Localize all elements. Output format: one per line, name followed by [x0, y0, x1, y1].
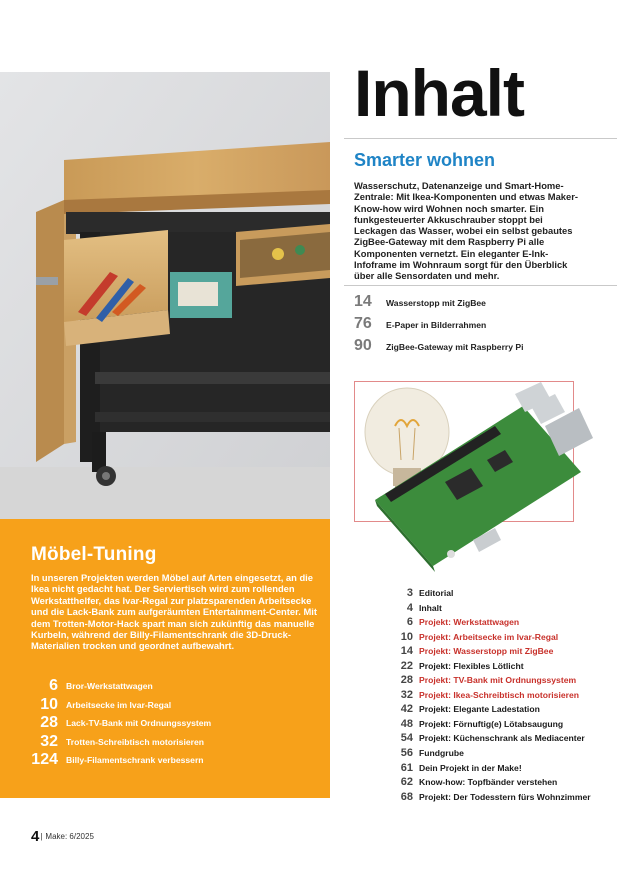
issue-label: Make: 6/2025 [45, 832, 94, 841]
footer-separator: | [40, 832, 43, 841]
toc-entry-label: Projekt: Flexibles Lötlicht [419, 660, 524, 671]
smart-home-item-page: 14 [354, 293, 372, 310]
toc-entry-page: 14 [400, 645, 413, 658]
toc-entry-page: 56 [400, 747, 413, 760]
toc-entry[interactable] [344, 731, 617, 746]
smart-home-item[interactable] [344, 337, 617, 359]
toc-entry[interactable] [344, 659, 617, 674]
smart-home-item-page: 90 [354, 337, 372, 354]
toc-entry-label: Projekt: Küchenschrank als Mediacenter [419, 733, 585, 744]
toc-entry-label: Projekt: Arbeitsecke im Ivar-Regal [419, 631, 559, 642]
furniture-item[interactable] [0, 751, 330, 770]
furniture-item-label: Trotten-Schreibtisch motorisieren [66, 736, 205, 747]
toc-entry[interactable] [344, 615, 617, 630]
toc-entry-label: Know-how: Topfbänder verstehen [419, 777, 558, 788]
divider [344, 138, 617, 139]
toc-entry-label: Fundgrube [419, 748, 464, 759]
furniture-item-label: Lack-TV-Bank mit Ordnungssystem [66, 718, 212, 728]
furniture-panel [0, 519, 330, 798]
toc-entry[interactable] [344, 586, 617, 601]
furniture-item-page: 124 [31, 751, 58, 768]
toc-entry-page: 68 [400, 790, 413, 803]
furniture-item-label: Arbeitsecke im Ivar-Regal [66, 699, 172, 710]
toc-entry-page: 61 [400, 761, 413, 774]
smart-home-list [344, 293, 617, 359]
furniture-item-page: 6 [49, 677, 58, 694]
smart-home-item[interactable] [344, 293, 617, 315]
toc-entry[interactable] [344, 630, 617, 645]
smart-home-intro: Wasserschutz, Datenanzeige und Smart-Home-Zentrale: Mit Ikea-Komponenten und etwas Maker-Know-how wird Wohnen noch smarter. Ein funkgesteuerter Akkuschrauber stoppt bei Leckagen das Wasser, wobei ein selbst gebautes ZigBee-Gateway mit dem Raspberry Pi alle Komponenten vernetzt. Ein eleganter E-Ink-Infoframe im Wohnraum sorgt für den Überblick über alle Sensordaten und mehr. [354, 180, 578, 282]
furniture-item-page: 28 [40, 714, 58, 731]
furniture-item[interactable] [0, 677, 330, 696]
toc-entry-label: Projekt: Förnuftig(e) Lötabsaugung [419, 718, 564, 729]
smart-home-item-page: 76 [354, 315, 372, 332]
toc-entry[interactable] [344, 702, 617, 717]
toc-entry[interactable] [344, 746, 617, 761]
workbench-illustration [0, 72, 330, 519]
furniture-item-label: Bror-Werkstattwagen [66, 681, 153, 691]
smart-home-item-label: ZigBee-Gateway mit Raspberry Pi [386, 342, 524, 352]
smart-home-item-label: Wasserstopp mit ZigBee [386, 298, 486, 308]
toc-entry[interactable] [344, 790, 617, 805]
page-footer [31, 828, 94, 845]
toc-entry-label: Projekt: Werkstattwagen [419, 617, 520, 628]
furniture-item-page: 10 [40, 695, 58, 713]
page-number: 4 [31, 828, 40, 845]
toc-entry-page: 54 [400, 732, 413, 745]
smart-home-item[interactable] [344, 315, 617, 337]
toc-entry-label: Dein Projekt in der Make! [419, 762, 522, 773]
toc-entry[interactable] [344, 717, 617, 732]
toc-entry-page: 48 [400, 717, 413, 730]
raspberry-pi-photo [354, 381, 574, 522]
toc-entry-label: Projekt: Wasserstopp mit ZigBee [419, 646, 554, 657]
toc-entry-page: 6 [406, 616, 413, 629]
toc-entry-page: 10 [400, 630, 413, 643]
toc-entry[interactable] [344, 644, 617, 659]
furniture-item-page: 32 [40, 732, 58, 750]
toc-entry-label: Projekt: TV-Bank mit Ordnungssystem [419, 675, 577, 686]
workbench-photo [0, 72, 330, 519]
toc-entry-page: 28 [400, 674, 413, 687]
toc-entry[interactable] [344, 775, 617, 790]
furniture-list [0, 677, 330, 770]
toc-entry-label: Inhalt [419, 602, 442, 613]
toc-entry-page: 4 [406, 601, 413, 614]
toc-entry-label: Projekt: Der Todesstern fürs Wohnzimmer [419, 791, 591, 802]
toc-entry-page: 62 [400, 776, 413, 789]
furniture-item[interactable] [0, 696, 330, 715]
toc-entry[interactable] [344, 688, 617, 703]
furniture-item[interactable] [0, 733, 330, 752]
smart-home-title: Smarter wohnen [354, 150, 496, 170]
furniture-intro: In unseren Projekten werden Möbel auf Arten eingesetzt, an die Ikea nicht gedacht hat. Der Serviertisch wird zum rollenden Werkstatthelfer, das Ivar-Regal zur platzsparenden Arbeitsecke und die Lack-Bank zum aufgeräumten Entertainment-Center. Mit dem Trotten-Motor-Hack spart man sich zukünftig das manuelle Kurbeln, während der Billy-Filamentschrank die 3D-Druck-Materialien trocken und geordnet aufbewahrt. [31, 572, 317, 652]
toc-entry[interactable] [344, 673, 617, 688]
toc-entry-label: Projekt: Elegante Ladestation [419, 704, 540, 715]
raspberry-pi-illustration [355, 382, 595, 572]
toc-entry[interactable] [344, 761, 617, 776]
toc-entry-label: Projekt: Ikea-Schreibtisch motorisieren [419, 689, 579, 700]
furniture-item[interactable] [0, 714, 330, 733]
toc-entry-label: Editorial [419, 588, 454, 598]
furniture-title: Möbel-Tuning [31, 544, 157, 565]
toc-entry[interactable] [344, 601, 617, 616]
table-of-contents [344, 586, 617, 804]
toc-entry-page: 3 [406, 587, 413, 599]
furniture-item-label: Billy-Filamentschrank verbessern [66, 755, 204, 765]
toc-entry-page: 22 [400, 659, 413, 672]
divider [344, 285, 617, 286]
toc-entry-page: 42 [400, 703, 413, 716]
toc-entry-page: 32 [400, 688, 413, 701]
smart-home-item-label: E-Paper in Bilderrahmen [386, 320, 487, 330]
page-title: Inhalt [354, 56, 524, 130]
